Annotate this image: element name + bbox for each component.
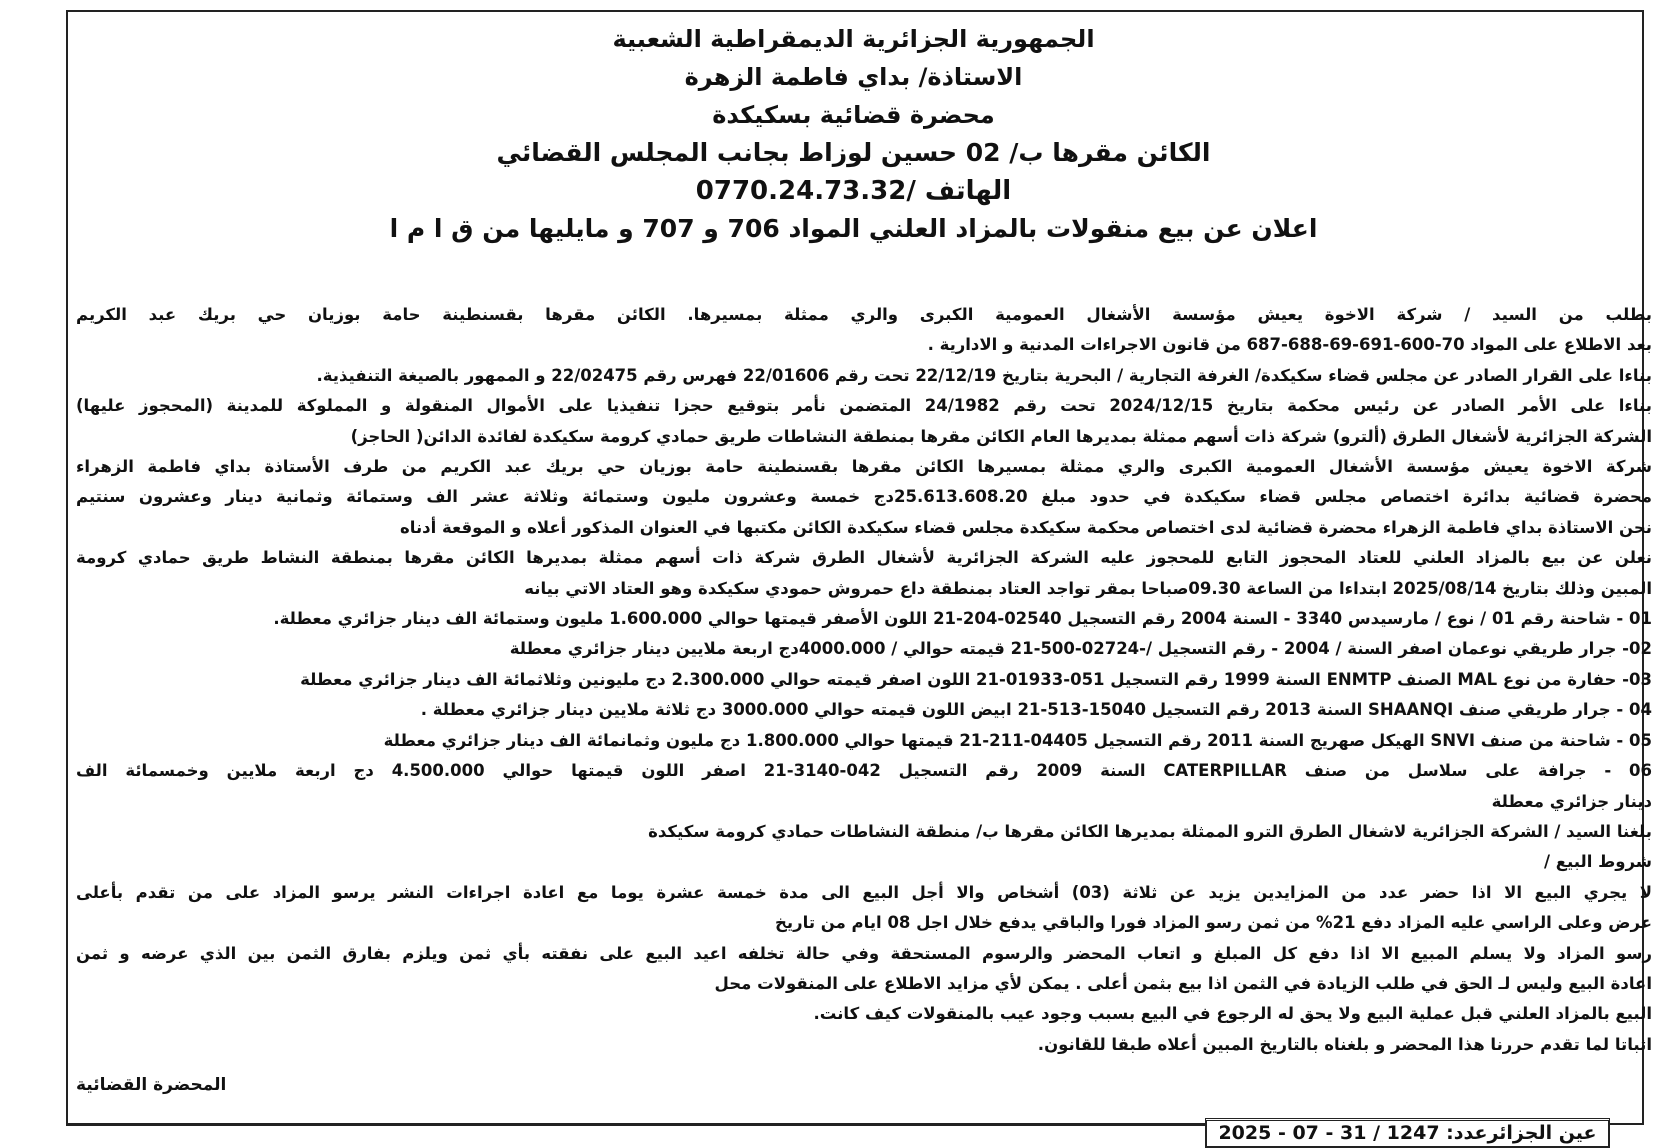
- condition-line: رسو المزاد ولا يسلم المبيع الا اذا دفع كل المبلغ و اتعاب المحضر والرسوم المستحقة وفي حالة تخلفه اعيد البيع على نفقته بأي ثمن ويلزم بفارق الثمن بين الذي عرضه و ثمن: [76, 943, 1652, 963]
- body-line: بعد الاطلاع على المواد 70-600-691-69-688-687 من قانون الاجراءات المدنية و الادارية .: [927, 335, 1652, 355]
- bottom-rule: [66, 1124, 1206, 1126]
- document-header: [70, 20, 1637, 248]
- publication-footer: عين الجزائرعدد: 1247 / 31 - 07 - 2025: [1205, 1118, 1610, 1148]
- notification-line: بلغنا السيد / الشركة الجزائرية لاشغال الطرق الترو الممثلة بمديرها الكائن مقرها ب/ منطقة النشاطات حمادي كرومة سكيكدة: [648, 821, 1652, 841]
- announcement-title: اعلان عن بيع منقولات بالمزاد العلني المواد 706 و 707 و مايليها من ق ا م ا: [389, 214, 1318, 243]
- body-line: نحن الاستاذة بداي فاطمة الزهراء محضرة قضائية لدى اختصاص محكمة سكيكدة مجلس قضاء سكيكدة الكائن مكتبها في العنوان المذكور أعلاه و الموقعة أدناه: [400, 517, 1652, 537]
- body-line: دينار جزائري معطلة: [1491, 791, 1652, 811]
- bailiff-signature: المحضرة القضائية: [76, 1075, 227, 1095]
- body-line: محضرة قضائية بدائرة اختصاص مجلس قضاء سكيكدة في حدود مبلغ 25.613.608.20دج خمسة وعشرون مليون وستمائة وثلاثة عشر الف وستمائة وثمانية دينار وعشرون سنتيم: [76, 487, 1652, 507]
- office-phone: الهاتف /0770.24.73.32: [695, 176, 1012, 206]
- condition-line: لا يجري البيع الا اذا حضر عدد من المزايدين يزيد عن ثلاثة (03) أشخاص والا أجل البيع الى مدة خمسة عشرة يوما مع اعادة اجراءات النشر يرسو المزاد على من تقدم بأعلى: [76, 882, 1652, 902]
- body-line: المبين وذلك بتاريخ 2025/08/14 ابتداءا من الساعة 09.30صباحا بمقر تواجد العتاد بمنطقة داع حمروش حمودي سكيكدة وهو العتاد الاتي بيانه: [524, 578, 1652, 598]
- sale-item: 04 - جرار طريقي صنف SHAANQI السنة 2013 رقم التسجيل 15040-513-21 ابيض اللون قيمته حوالي 3000.000 دج ثلاثة ملايين دينار جزائري معطلة .: [420, 700, 1652, 720]
- sale-item: 05 - شاحنة من صنف SNVI الهيكل صهريج السنة 2011 رقم التسجيل 04405-211-21 قيمتها حوالي 1.800.000 دج مليون وثمانمائة الف دينار جزائري معطلة: [383, 730, 1652, 750]
- sale-item: 01 - شاحنة رقم 01 / نوع / مارسيدس 3340 - السنة 2004 رقم التسجيل 02540-204-21 اللون الأصفر قيمتها حوالي 1.600.000 مليون وستمائة الف دينار جزائري معطلة.: [273, 609, 1652, 629]
- body-line: بطلب من السيد / شركة الاخوة يعيش مؤسسة الأشغال العمومية الكبرى والري ممثلة بمسيرها. الكائن مقرها بقسنطينة حامة بوزيان حي بريك عبد الكريم: [76, 305, 1652, 324]
- body-line: نعلن عن بيع بالمزاد العلني للعتاد المحجوز التابع للمحجوز عليه الشركة الجزائرية لأشغال الطرق شركة ذات أسهم ممثلة بمديرها الكائن مقرها بمنطقة النشاط طريق حمادي كرومة: [76, 548, 1652, 568]
- announcement-body: [76, 300, 1652, 1060]
- conditions-heading: شروط البيع /: [1544, 852, 1652, 872]
- republic-title: الجمهورية الجزائرية الديمقراطية الشعبية: [612, 25, 1095, 53]
- body-line: بناءا على الأمر الصادر عن رئيس محكمة بتاريخ 2024/12/15 تحت رقم 24/1982 المتضمن نأمر بتوقيع حجزا تنفيذيا على الأموال المنقولة و المملوكة للمدينة (المحجوز عليها): [76, 396, 1652, 416]
- condition-line: البيع بالمزاد العلني قبل عملية البيع ولا يحق له الرجوع في البيع بسبب وجود عيب بالمنقولات كيف كانت.: [813, 1004, 1652, 1024]
- body-line: الشركة الجزائرية لأشغال الطرق (ألترو) شركة ذات أسهم ممثلة بمديرها العام الكائن مقرها بمنطقة النشاطات طريق حمادي كرومة سكيكدة لفائدة الدائن( الحاجز): [350, 426, 1652, 446]
- sale-item: 06 - جرافة على سلاسل من صنف CATERPILLAR السنة 2009 رقم التسجيل 042-3140-21 اصفر اللون قيمتها حوالي 4.500.000 دج اربعة ملايين وخمسمائة الف: [76, 761, 1652, 781]
- bailiff-name: الاستاذة/ بداي فاطمة الزهرة: [684, 63, 1023, 91]
- body-line: شركة الاخوة يعيش مؤسسة الأشغال العمومية الكبرى والري ممثلة بمسيرها الكائن مقرها بقسنطينة حامة بوزيان حي بريك عبد الكريم من طرف الأستاذة بداي فاطمة الزهراء: [76, 457, 1652, 477]
- condition-line: عرض وعلى الراسي عليه المزاد دفع 21% من ثمن رسو المزاد فورا والباقي يدفع خلال اجل 08 ايام من تاريخ: [775, 913, 1652, 933]
- condition-line: اعادة البيع وليس لـ الحق في طلب الزيادة في الثمن اذا بيع بثمن أعلى . يمكن لأي مزايد الاطلاع على المنقولات محل: [714, 973, 1652, 993]
- closing-line: اثباتا لما تقدم حررنا هذا المحضر و بلغناه بالتاريخ المبين أعلاه طبقا للقانون.: [1037, 1034, 1652, 1054]
- office-title: محضرة قضائية بسكيكدة: [712, 101, 995, 129]
- sale-item: 02- جرار طريقي نوعمان اصفر السنة / 2004 - رقم التسجيل /-02724-500-21 قيمته حوالي / 4000.000دج اربعة ملايين دينار جزائري معطلة: [509, 639, 1652, 659]
- office-address: الكائن مقرها ب/ 02 حسين لوزاط بجانب المجلس القضائي: [496, 138, 1211, 167]
- body-line: بناءا على القرار الصادر عن مجلس قضاء سكيكدة/ الغرفة التجارية / البحرية بتاريخ 22/12/19 تحت رقم 22/01606 فهرس رقم 22/02475 و الممهور بالصيغة التنفيذية.: [316, 365, 1652, 385]
- sale-item: 03- حفارة من نوع MAL الصنف ENMTP السنة 1999 رقم التسجيل 051-01933-21 اللون اصفر قيمته حوالي 2.300.000 دج مليونين وثلاثمائة الف دينار جزائري معطلة: [300, 669, 1652, 689]
